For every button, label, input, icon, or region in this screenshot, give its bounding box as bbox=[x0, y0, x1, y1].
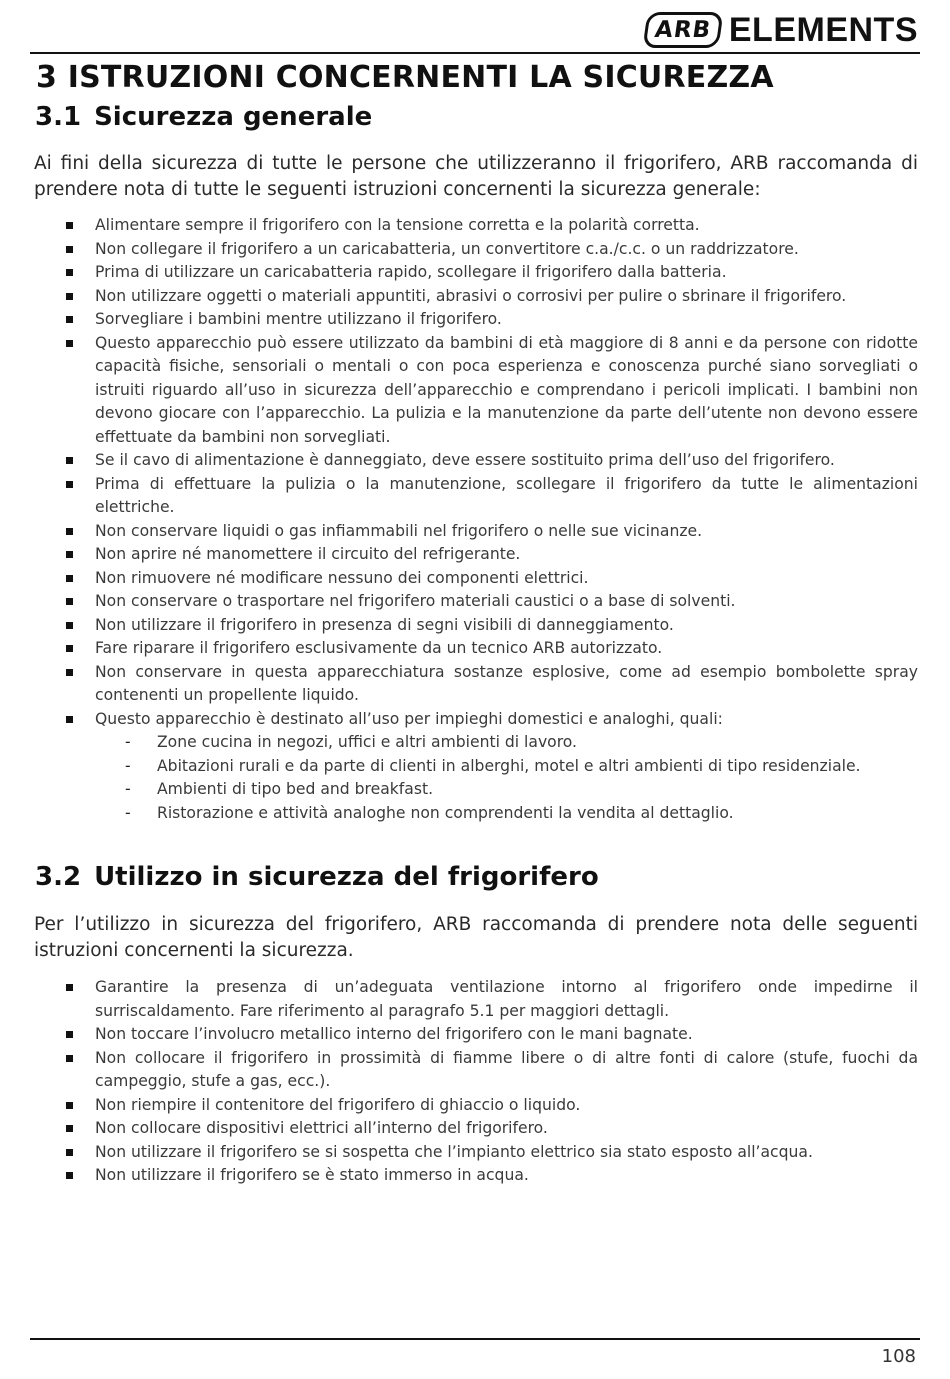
list-item: Non utilizzare il frigorifero se è stato immerso in acqua. bbox=[60, 1164, 918, 1188]
safe-use-list bbox=[60, 976, 918, 1188]
bullet-square-icon bbox=[66, 293, 73, 300]
bullet-square-icon bbox=[66, 984, 73, 991]
list-item: Se il cavo di alimentazione è danneggiato, deve essere sostituito prima dell’uso del frigorifero. bbox=[60, 449, 918, 473]
list-item: Non toccare l’involucro metallico interno del frigorifero con le mani bagnate. bbox=[60, 1023, 918, 1047]
bullet-square-icon bbox=[66, 1172, 73, 1179]
list-item: Questo apparecchio può essere utilizzato da bambini di età maggiore di 8 anni e da persone con ridotte capacità fisiche, sensoriali o mentali o con poca esperienza e conoscenza purché siano sorvegliati o istruiti riguardo all’uso in sicurezza dell’apparecchio e comprendano i pericoli implicati. I bambini non devono giocare con l’apparecchio. La pulizia e la manutenzione da parte dell’utente non devono essere effettuate da bambini non sorvegliati. bbox=[60, 332, 918, 450]
list-item: Prima di effettuare la pulizia o la manutenzione, scollegare il frigorifero da tutte le alimentazioni elettriche. bbox=[60, 473, 918, 520]
chapter-title: 3 ISTRUZIONI CONCERNENTI LA SICUREZZA bbox=[36, 60, 774, 95]
list-item: Non collocare il frigorifero in prossimità di fiamme libere o di altre fonti di calore (stufe, fuochi da campeggio, stufe a gas, ecc.). bbox=[60, 1047, 918, 1094]
list-item: Sorvegliare i bambini mentre utilizzano il frigorifero. bbox=[60, 308, 918, 332]
bullet-square-icon bbox=[66, 340, 73, 347]
bullet-square-icon bbox=[66, 457, 73, 464]
bullet-square-icon bbox=[66, 528, 73, 535]
list-item: Non conservare liquidi o gas infiammabili nel frigorifero o nelle sue vicinanze. bbox=[60, 520, 918, 544]
usage-environments-sublist bbox=[95, 731, 918, 825]
arb-logo: ARB bbox=[642, 12, 723, 48]
list-item: Prima di utilizzare un caricabatteria rapido, scollegare il frigorifero dalla batteria. bbox=[60, 261, 918, 285]
bullet-square-icon bbox=[66, 716, 73, 723]
sub-list-item: - Ristorazione e attività analoghe non comprendenti la vendita al dettaglio. bbox=[95, 802, 918, 826]
top-divider bbox=[30, 52, 920, 54]
list-item: Non collocare dispositivi elettrici all’interno del frigorifero. bbox=[60, 1117, 918, 1141]
bullet-square-icon bbox=[66, 669, 73, 676]
bottom-divider bbox=[30, 1338, 920, 1340]
list-item: Non rimuovere né modificare nessuno dei componenti elettrici. bbox=[60, 567, 918, 591]
bullet-square-icon bbox=[66, 1102, 73, 1109]
list-item: Non collegare il frigorifero a un caricabatteria, un convertitore c.a./c.c. o un raddrizzatore. bbox=[60, 238, 918, 262]
section-heading-safe-use bbox=[35, 862, 599, 892]
list-item: Non utilizzare oggetti o materiali appuntiti, abrasivi o corrosivi per pulire o sbrinare il frigorifero. bbox=[60, 285, 918, 309]
brand-name: ELEMENTS bbox=[728, 10, 918, 49]
dash-bullet: - bbox=[125, 733, 131, 751]
list-item: Non riempire il contenitore del frigorifero di ghiaccio o liquido. bbox=[60, 1094, 918, 1118]
section-intro-paragraph: Ai fini della sicurezza di tutte le persone che utilizzeranno il frigorifero, ARB raccomanda di prendere nota di tutte le seguenti istruzioni concernenti la sicurezza generale: bbox=[34, 153, 918, 200]
bullet-square-icon bbox=[66, 551, 73, 558]
bullet-square-icon bbox=[66, 269, 73, 276]
sub-list-item: - Zone cucina in negozi, uffici e altri ambienti di lavoro. bbox=[95, 731, 918, 755]
list-item: Alimentare sempre il frigorifero con la tensione corretta e la polarità corretta. bbox=[60, 214, 918, 238]
bullet-square-icon bbox=[66, 316, 73, 323]
sub-list-item: - Abitazioni rurali e da parte di clienti in alberghi, motel e altri ambienti di tipo residenziale. bbox=[95, 755, 918, 779]
list-item: Non conservare o trasportare nel frigorifero materiali caustici o a base di solventi. bbox=[60, 590, 918, 614]
dash-bullet: - bbox=[125, 803, 131, 822]
list-item: Garantire la presenza di un’adeguata ventilazione intorno al frigorifero onde impedirne il surriscaldamento. Fare riferimento al paragrafo 5.1 per maggiori dettagli. bbox=[60, 976, 918, 1023]
list-item: Non conservare in questa apparecchiatura sostanze esplosive, come ad esempio bombolette spray contenenti un propellente liquido. bbox=[60, 661, 918, 708]
bullet-square-icon bbox=[66, 1055, 73, 1062]
general-safety-list bbox=[60, 214, 918, 825]
list-item: Non aprire né manomettere il circuito del refrigerante. bbox=[60, 543, 918, 567]
bullet-square-icon bbox=[66, 622, 73, 629]
list-item: Non utilizzare il frigorifero se si sospetta che l’impianto elettrico sia stato esposto all’acqua. bbox=[60, 1141, 918, 1165]
dash-bullet: - bbox=[125, 756, 131, 775]
page-number: 108 bbox=[881, 1346, 916, 1367]
bullet-square-icon bbox=[66, 1149, 73, 1156]
bullet-square-icon bbox=[66, 1031, 73, 1038]
list-item: Non utilizzare il frigorifero in presenza di segni visibili di danneggiamento. bbox=[60, 614, 918, 638]
bullet-square-icon bbox=[66, 1125, 73, 1132]
list-item: Questo apparecchio è destinato all’uso per impieghi domestici e analoghi, quali: - Zone cucina in negozi, uffici e altri ambienti di lavoro. - Abitazioni rurali e da parte di clienti in alberghi, motel e altri ambienti di tipo residenziale. - Ambienti di tipo bed and breakfast. - Ristorazione e attività analoghe non comprendenti la vendita al dettaglio. bbox=[60, 708, 918, 826]
section-number: 3.2 bbox=[35, 862, 82, 892]
bullet-square-icon bbox=[66, 598, 73, 605]
section-heading-general-safety bbox=[35, 102, 372, 132]
section-title: Sicurezza generale bbox=[94, 102, 373, 132]
section-title: Utilizzo in sicurezza del frigorifero bbox=[94, 862, 599, 892]
bullet-square-icon bbox=[66, 222, 73, 229]
list-item: Fare riparare il frigorifero esclusivamente da un tecnico ARB autorizzato. bbox=[60, 637, 918, 661]
sub-list-item: - Ambienti di tipo bed and breakfast. bbox=[95, 778, 918, 802]
section-intro-paragraph: Per l’utilizzo in sicurezza del frigorifero, ARB raccomanda di prendere nota delle seguenti istruzioni concernenti la sicurezza. bbox=[34, 914, 918, 961]
bullet-square-icon bbox=[66, 645, 73, 652]
bullet-square-icon bbox=[66, 246, 73, 253]
section-number: 3.1 bbox=[35, 102, 82, 132]
bullet-square-icon bbox=[66, 481, 73, 488]
dash-bullet: - bbox=[125, 780, 131, 798]
brand-header bbox=[645, 10, 918, 50]
bullet-square-icon bbox=[66, 575, 73, 582]
